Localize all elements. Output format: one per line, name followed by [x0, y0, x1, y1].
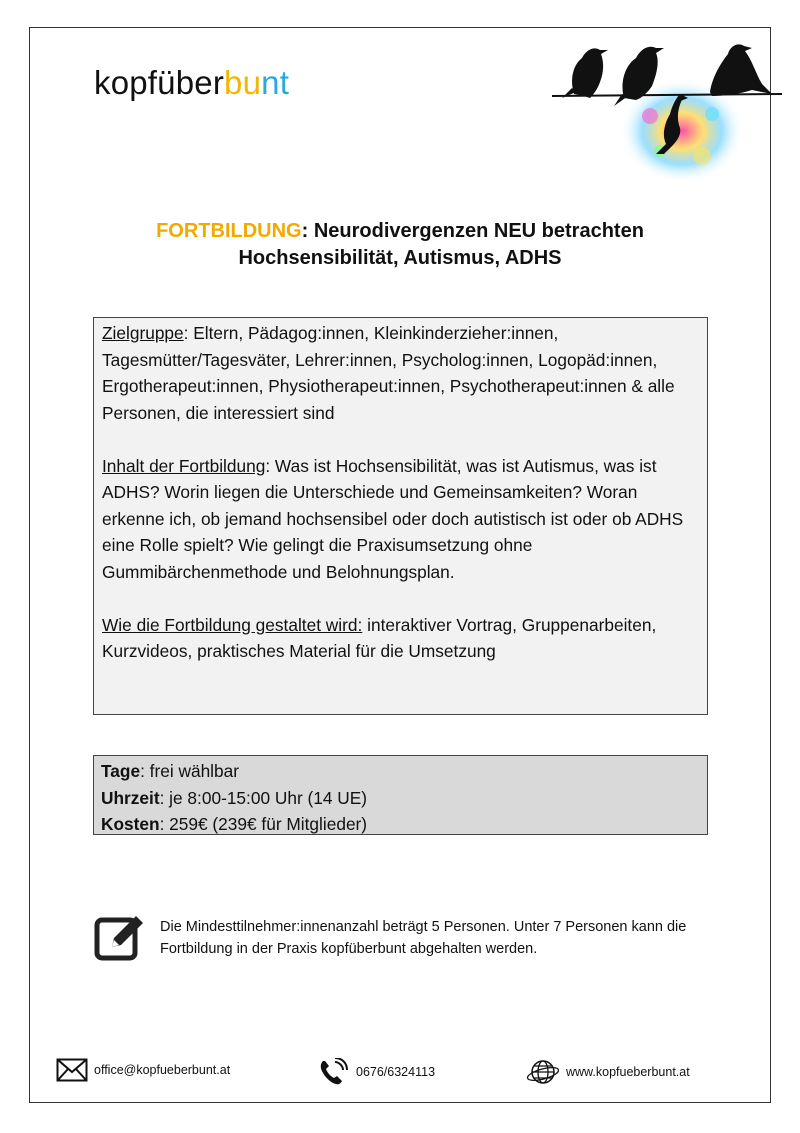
envelope-icon — [56, 1058, 88, 1082]
format-paragraph — [102, 612, 699, 665]
time-row — [101, 785, 700, 812]
days-label: Tage — [101, 761, 141, 781]
cost-value: : 259€ (239€ für Mitglieder) — [159, 814, 368, 834]
email-text: office@kopfueberbunt.at — [94, 1063, 231, 1077]
time-label: Uhrzeit — [101, 787, 160, 808]
brand-part-3: nt — [261, 64, 290, 101]
format-text: interaktiver Vortrag, Gruppenarbeiten, Kurzvideos, praktisches Material für die Umsetzung — [102, 614, 657, 661]
title-rest: : Neurodivergenzen NEU betrachten — [301, 220, 644, 242]
birds-logo — [552, 36, 782, 186]
title-highlight: FORTBILDUNG — [156, 220, 302, 242]
content-label: Inhalt der Fortbildung — [102, 455, 266, 476]
brand-part-2: bu — [224, 64, 262, 101]
days-row — [101, 758, 700, 785]
website-text: www.kopfueberbunt.at — [566, 1065, 690, 1079]
globe-icon — [526, 1058, 560, 1086]
minimum-participants-note: Die Mindesttilnehmer:innenanzahl beträgt 5 Personen. Unter 7 Personen kann die Fortbildung in der Praxis kopfüberbunt abgehalten werden. — [160, 919, 687, 957]
cost-label: Kosten — [101, 814, 160, 834]
course-info-box — [93, 317, 708, 715]
footer-website[interactable] — [526, 1058, 690, 1086]
brand-part-1: kopfüber — [94, 64, 225, 101]
days-value: : frei wählbar — [140, 761, 239, 781]
course-details-box — [93, 755, 708, 835]
cost-row — [101, 811, 700, 838]
target-group-text: : Eltern, Pädagog:innen, Kleinkinderzieher:innen, Tagesmütter/Tagesväter, Lehrer:innen, Psycholog:innen, Logopäd:innen, Ergotherapeut:innen, Physiotherapeut:innen, Psychotherapeut:innen & alle Personen, die interessiert sind — [102, 323, 675, 423]
target-group-label: Zielgruppe — [102, 323, 184, 343]
footer-email[interactable] — [56, 1058, 230, 1082]
content-text: : Was ist Hochsensibilität, was ist Autismus, was ist ADHS? Worin liegen die Unterschiede und Gemeinsamkeiten? Woran erkenne ich, ob jemand hochsensibel oder doch autistisch ist oder ob ADHS eine Rolle spielt? Wie gelingt die Praxisumsetzung ohne Gummibärchenmethode und Belohnungsplan. — [102, 455, 684, 582]
target-group-paragraph — [102, 320, 699, 426]
page-title — [94, 218, 706, 272]
time-value: : je 8:00-15:00 Uhr (14 UE) — [159, 787, 368, 808]
content-paragraph — [102, 453, 699, 586]
format-label: Wie die Fortbildung gestaltet wird: — [102, 614, 363, 635]
title-line-2: Hochsensibilität, Autismus, ADHS — [238, 247, 562, 269]
edit-note-icon — [94, 911, 146, 963]
footer-phone[interactable] — [318, 1058, 435, 1086]
phone-icon — [318, 1058, 350, 1086]
phone-text: 0676/6324113 — [356, 1065, 436, 1079]
brand-logo-text — [94, 64, 289, 102]
